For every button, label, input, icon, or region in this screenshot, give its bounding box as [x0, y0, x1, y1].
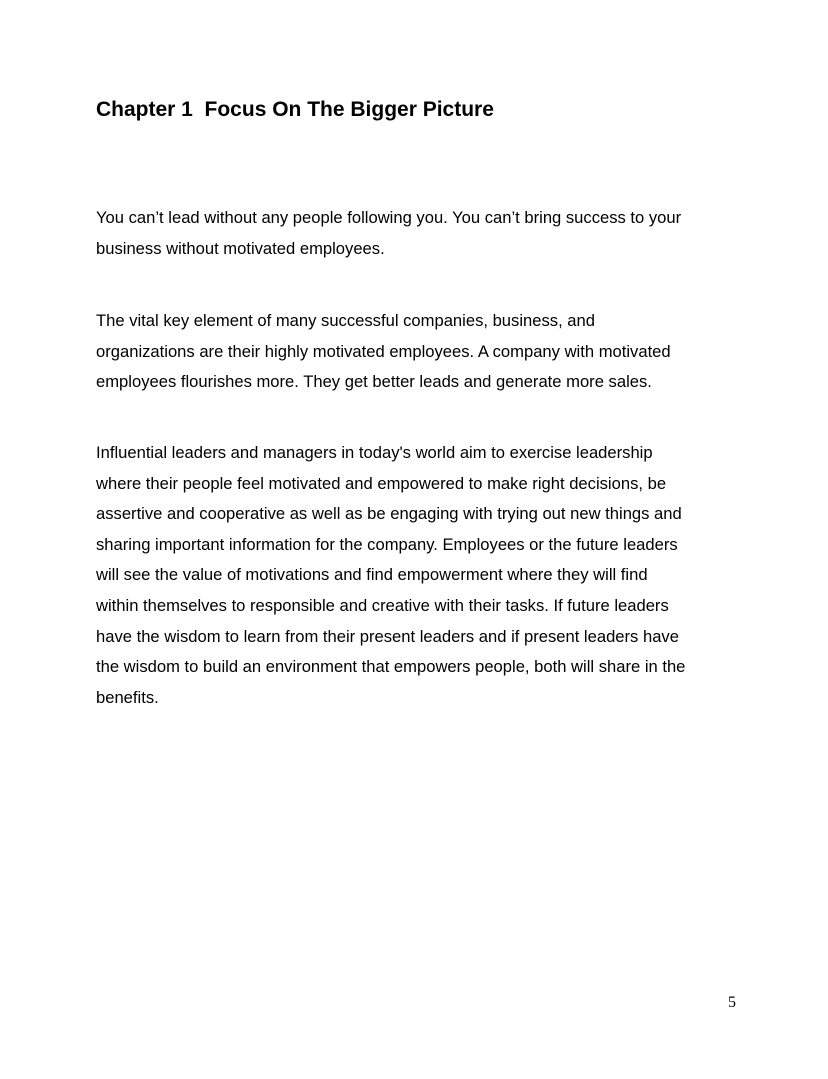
paragraph-2 — [96, 306, 736, 398]
chapter-title: Chapter 1 Focus On The Bigger Picture — [96, 98, 494, 121]
paragraph-line: The vital key element of many successful companies, business, and — [96, 311, 595, 330]
paragraph-1 — [96, 203, 736, 264]
paragraph-3 — [96, 438, 736, 713]
paragraph-line: will see the value of motivations and find empowerment where they will find — [96, 565, 648, 585]
paragraph-line: organizations are their highly motivated employees. A company with motivated — [96, 341, 671, 361]
paragraph-line: assertive and cooperative as well as be engaging with trying out new things and — [96, 504, 682, 524]
paragraph-line: business without motivated employees. — [96, 238, 385, 258]
paragraph-line: You can’t lead without any people following you. You can’t bring success to your — [96, 208, 682, 227]
paragraph-line: sharing important information for the company. Employees or the future leaders — [96, 534, 678, 554]
paragraph-line: Influential leaders and managers in today's world aim to exercise leadership — [96, 443, 653, 462]
paragraph-line: where their people feel motivated and empowered to make right decisions, be — [96, 473, 667, 493]
paragraph-line: employees flourishes more. They get better leads and generate more sales. — [96, 372, 652, 392]
paragraph-line: within themselves to responsible and creative with their tasks. If future leaders — [96, 595, 669, 615]
paragraph-line: the wisdom to build an environment that empowers people, both will share in the — [96, 657, 686, 677]
paragraph-line: have the wisdom to learn from their present leaders and if present leaders have — [96, 626, 679, 646]
page-number: 5 — [728, 994, 736, 1011]
paragraph-line: benefits. — [96, 687, 159, 707]
